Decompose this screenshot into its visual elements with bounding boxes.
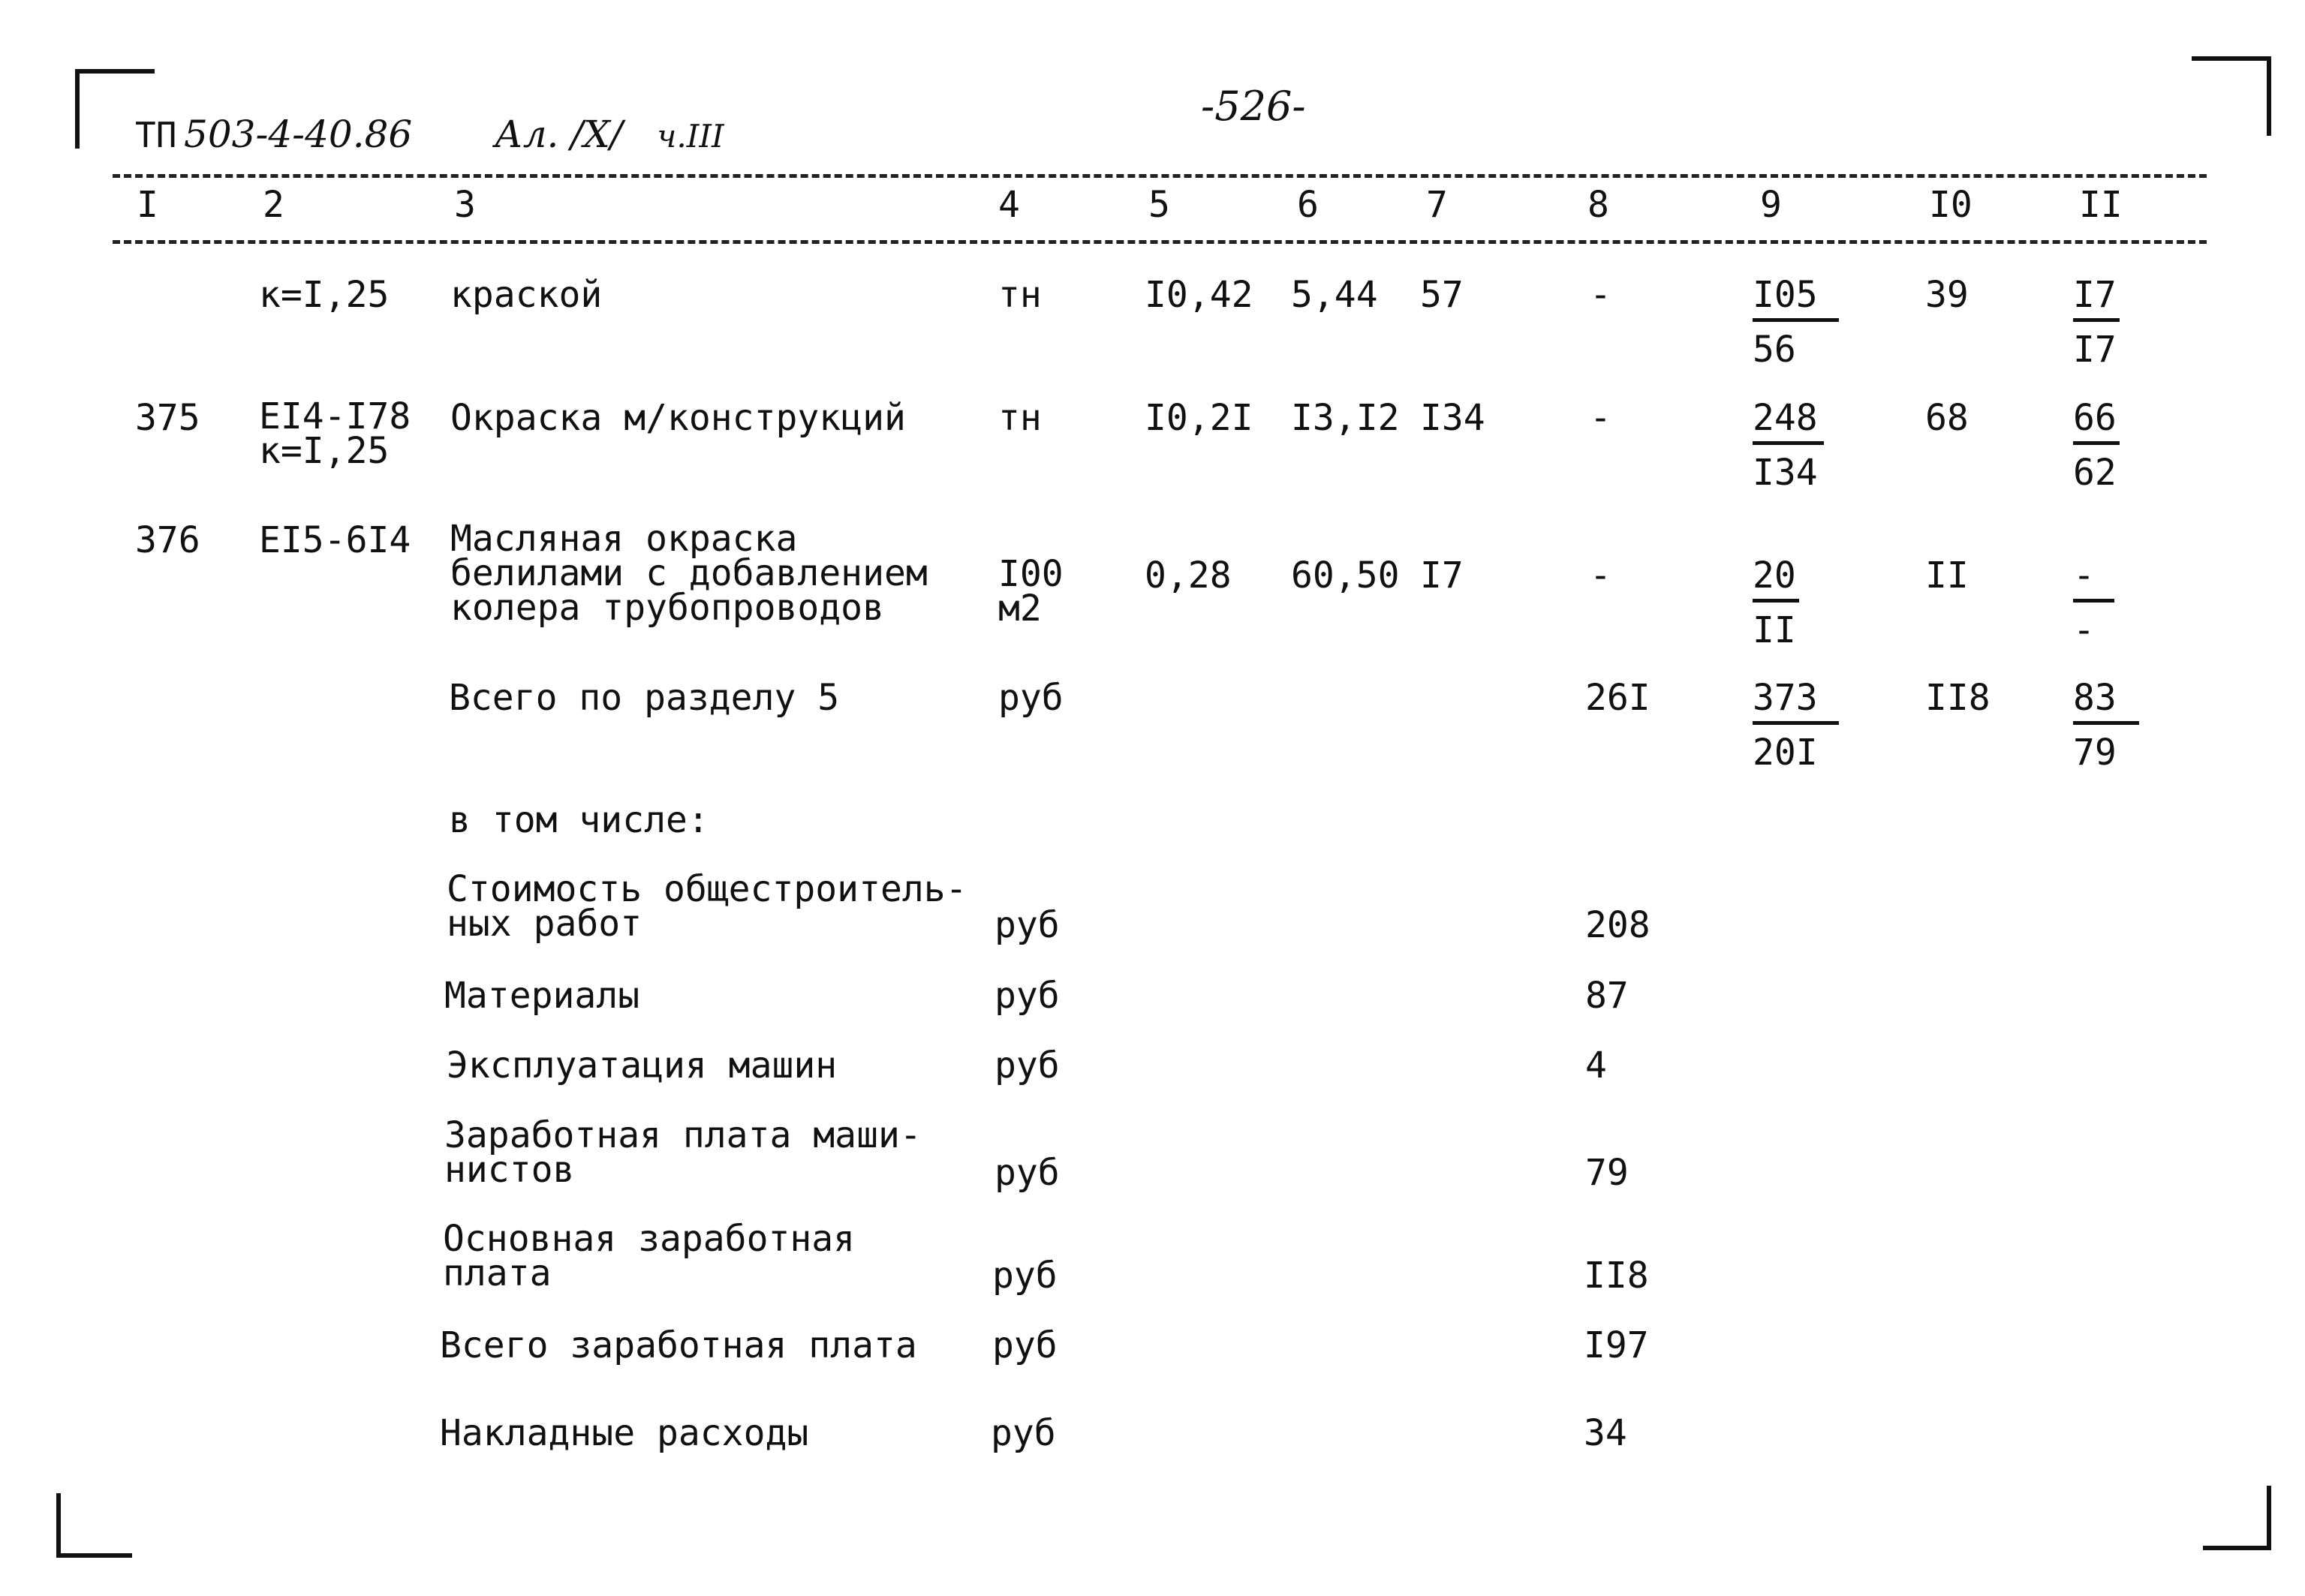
column-header-6: 6 (1297, 184, 1319, 226)
section-total-col9-fraction (1753, 677, 1839, 774)
fraction-denominator: I34 (1753, 452, 1818, 494)
doc-code-prefix: ТП (135, 115, 177, 155)
column-header-7: 7 (1426, 184, 1448, 226)
row-col10: II (1925, 555, 1969, 597)
row-code: EI4-I78 к=I,25 (259, 395, 411, 472)
fraction-numerator: 248 (1753, 399, 1824, 445)
breakdown-value: 34 (1584, 1412, 1627, 1454)
document-header (135, 113, 724, 158)
row-name: Масляная окраска белилами с добавлением колера трубопроводов (450, 518, 928, 629)
fraction-numerator: 83 (2073, 679, 2139, 725)
row-col5: I0,42 (1145, 274, 1253, 316)
section-total-col10: II8 (1925, 677, 1991, 719)
breakdown-label: Всего заработная плата (440, 1324, 917, 1366)
including-label: в том числе: (449, 799, 709, 841)
dashed-rule-top (113, 174, 2207, 178)
row-code: EI5-6I4 (259, 519, 411, 561)
corner-mark-bottom-left (56, 1493, 132, 1558)
column-header-11: II (2079, 184, 2123, 226)
breakdown-value: 4 (1585, 1044, 1607, 1087)
row-col5: 0,28 (1145, 555, 1232, 597)
row-col8: - (1590, 397, 1611, 439)
row-col7: 57 (1420, 274, 1464, 316)
section-total-label: Всего по разделу 5 (449, 677, 840, 719)
row-col10: 68 (1925, 397, 1969, 439)
breakdown-unit: руб (992, 1324, 1058, 1366)
row-col6: 60,50 (1291, 555, 1400, 597)
fraction-denominator: 56 (1753, 329, 1796, 371)
fraction-denominator: I7 (2073, 329, 2117, 371)
row-name: Окраска м/конструкций (450, 397, 906, 439)
column-header-1: I (137, 184, 158, 226)
corner-mark-bottom-right (2203, 1486, 2271, 1550)
column-header-3: 3 (454, 184, 476, 226)
breakdown-label: Стоимость общестроитель- ных работ (447, 868, 967, 945)
row-col6: 5,44 (1291, 274, 1378, 316)
page-number: -526- (1201, 83, 1306, 130)
row-col11-fraction (2073, 274, 2120, 371)
row-name: краской (450, 274, 603, 316)
row-code: к=I,25 (259, 274, 390, 316)
breakdown-unit: руб (995, 1152, 1060, 1194)
breakdown-label: Накладные расходы (440, 1412, 809, 1454)
breakdown-value: 79 (1585, 1152, 1629, 1194)
row-col7: I7 (1420, 555, 1464, 597)
section-total-col11-fraction (2073, 677, 2139, 774)
column-header-9: 9 (1760, 184, 1782, 226)
breakdown-value: I97 (1584, 1324, 1649, 1366)
row-col9-fraction (1753, 274, 1839, 371)
fraction-denominator: - (2073, 609, 2095, 651)
fraction-numerator: I05 (1753, 276, 1839, 322)
breakdown-label: Эксплуатация машин (447, 1044, 838, 1087)
fraction-numerator: 20 (1753, 557, 1799, 603)
doc-code: 503-4-40.86 (184, 113, 413, 156)
fraction-denominator: 79 (2073, 732, 2117, 774)
section-total-col8: 26I (1585, 677, 1651, 719)
row-col8: - (1590, 555, 1611, 597)
fraction-denominator: II (1753, 609, 1796, 651)
row-col10: 39 (1925, 274, 1969, 316)
breakdown-unit: руб (995, 975, 1060, 1017)
album-label: Ал. /Х/ (494, 113, 623, 156)
fraction-numerator: - (2073, 557, 2114, 603)
row-col6: I3,I2 (1291, 397, 1400, 439)
row-col9-fraction (1753, 397, 1824, 494)
section-total-unit: руб (998, 677, 1064, 719)
row-col11-fraction (2073, 557, 2114, 649)
row-unit: тн (998, 274, 1042, 316)
fraction-denominator: 62 (2073, 452, 2117, 494)
breakdown-value: 87 (1585, 975, 1629, 1017)
column-header-10: I0 (1929, 184, 1972, 226)
column-header-8: 8 (1587, 184, 1609, 226)
row-number: 375 (135, 397, 200, 439)
breakdown-label: Материалы (444, 975, 640, 1017)
breakdown-label: Основная заработная плата (443, 1218, 856, 1294)
breakdown-unit: руб (995, 1044, 1060, 1087)
breakdown-label: Заработная плата маши- нистов (444, 1114, 922, 1191)
row-col5: I0,2I (1145, 397, 1253, 439)
corner-mark-top-right (2192, 56, 2271, 136)
fraction-numerator: I7 (2073, 276, 2120, 322)
breakdown-value: 208 (1585, 904, 1651, 946)
fraction-numerator: 373 (1753, 679, 1839, 725)
fraction-numerator: 66 (2073, 399, 2120, 445)
breakdown-unit: руб (995, 904, 1060, 946)
part-label: ч.III (657, 118, 724, 155)
breakdown-unit: руб (992, 1255, 1058, 1297)
row-col8: - (1590, 274, 1611, 316)
breakdown-unit: руб (991, 1412, 1056, 1454)
row-col9-fraction (1753, 557, 1799, 649)
column-header-5: 5 (1148, 184, 1170, 226)
row-unit: тн (998, 397, 1042, 439)
dashed-rule-header (113, 240, 2207, 244)
fraction-denominator: 20I (1753, 732, 1818, 774)
row-col11-fraction (2073, 397, 2120, 494)
row-col7: I34 (1420, 397, 1485, 439)
row-unit: I00 м2 (998, 553, 1064, 630)
breakdown-value: II8 (1584, 1255, 1649, 1297)
column-header-4: 4 (998, 184, 1020, 226)
column-header-2: 2 (263, 184, 284, 226)
row-number: 376 (135, 519, 200, 561)
